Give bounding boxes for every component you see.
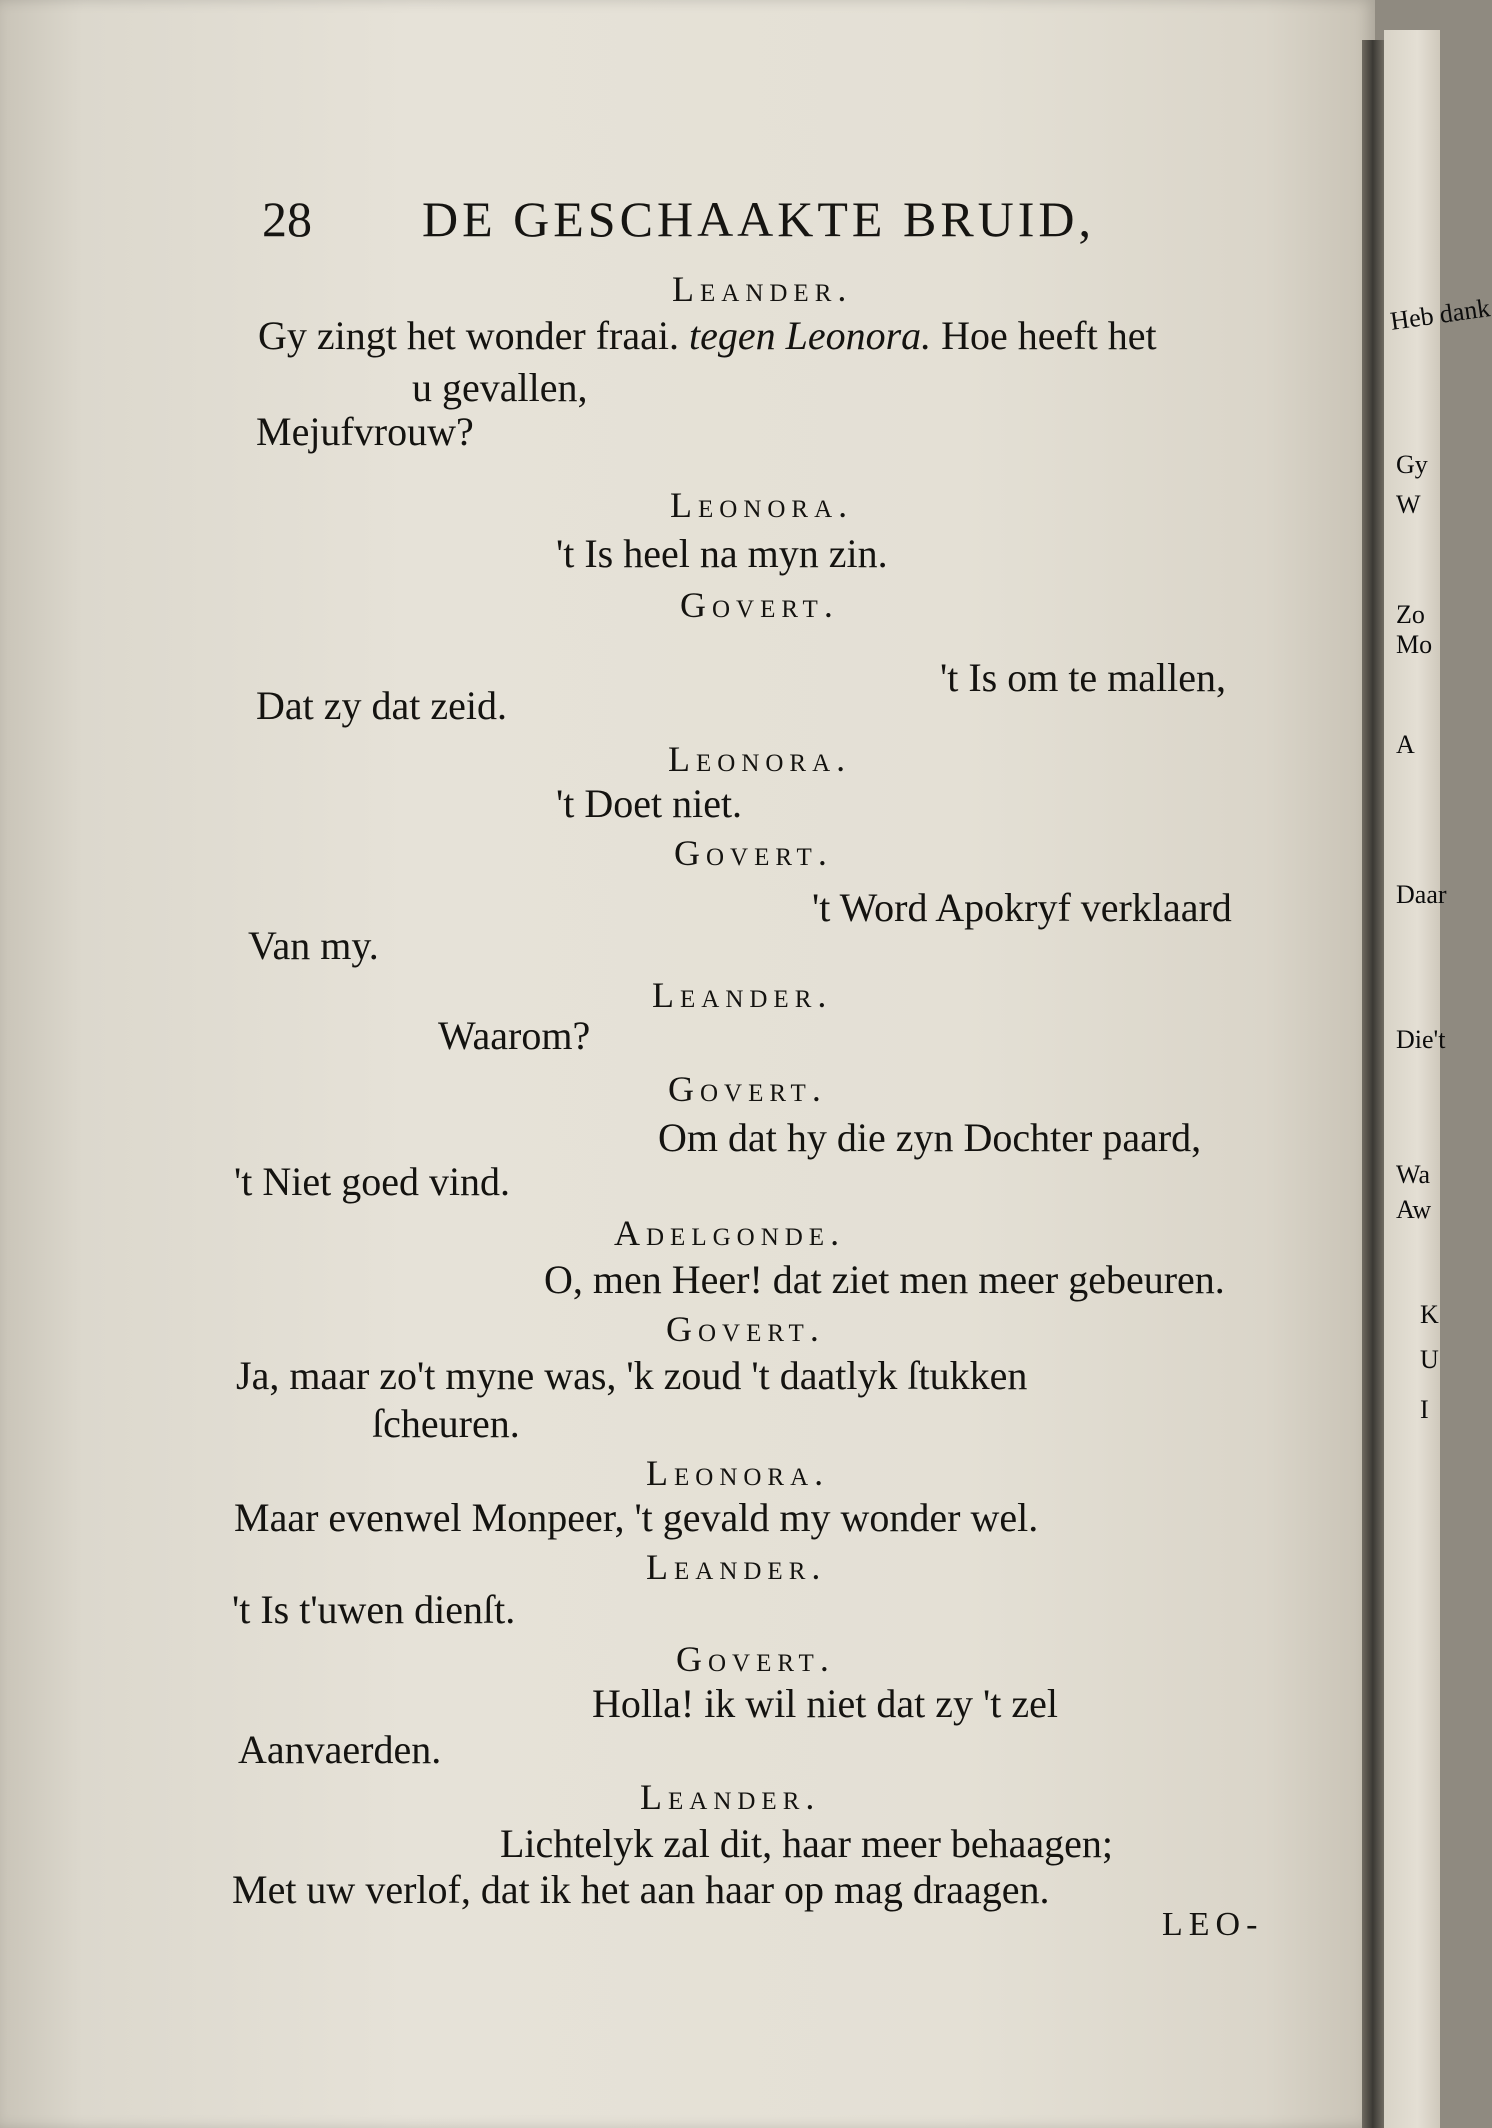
verse-line: Van my. (248, 923, 379, 968)
facing-fragment: A (1396, 730, 1415, 759)
running-header (262, 190, 1182, 250)
verse-line: Gy zingt het wonder fraai. tegen Leonora. Hoe heeft het (258, 313, 1157, 358)
facing-fragment: I (1420, 1395, 1429, 1424)
speaker-name: Leander. (646, 1547, 827, 1587)
running-head-title: DE GESCHAAKTE BRUID, (422, 191, 1096, 247)
speaker-name: Govert. (668, 1069, 827, 1109)
stage-direction: tegen Leonora. (688, 313, 932, 358)
speaker-name: Govert. (680, 585, 839, 625)
verse-line: Met uw verlof, dat ik het aan haar op mag draagen. (232, 1867, 1050, 1912)
speaker-name: Govert. (676, 1639, 835, 1679)
verse-line: Dat zy dat zeid. (256, 683, 507, 728)
verse-line: Holla! ik wil niet dat zy 't zel (592, 1681, 1058, 1726)
verse-line: 't Niet goed vind. (234, 1159, 511, 1204)
speaker-name: Leonora. (670, 485, 854, 525)
verse-line: Om dat hy die zyn Dochter paard, (658, 1115, 1202, 1160)
verse-line: Maar evenwel Monpeer, 't gevald my wonder wel. (234, 1495, 1039, 1540)
verse-line: Waarom? (438, 1013, 591, 1058)
verse-line: Mejufvrouw? (256, 409, 474, 454)
facing-fragment: K (1420, 1300, 1439, 1329)
facing-fragment: W (1396, 490, 1421, 519)
verse-line: Ja, maar zo't myne was, 'k zoud 't daatlyk ſtukken (236, 1353, 1028, 1398)
speaker-name: Leander. (672, 269, 853, 309)
speaker-name: Govert. (666, 1309, 825, 1349)
verse-line: Lichtelyk zal dit, haar meer behaagen; (500, 1821, 1114, 1866)
verse-line: 't Doet niet. (556, 781, 743, 826)
catchword: LEO- (1162, 1906, 1264, 1943)
speaker-name: Adelgonde. (614, 1213, 846, 1253)
speaker-name: Leander. (652, 975, 833, 1015)
facing-fragment: Gy (1396, 450, 1428, 479)
verse-line: ſcheuren. (372, 1401, 520, 1446)
facing-page-edge (1384, 30, 1440, 2128)
facing-fragment: Daar (1396, 880, 1447, 909)
facing-fragment: U (1420, 1345, 1439, 1374)
facing-fragment: Aw (1396, 1195, 1432, 1224)
verse-line: 't Is om te mallen, (940, 655, 1227, 700)
verse-line: u gevallen, (412, 365, 588, 410)
book-gutter (1362, 40, 1386, 2128)
facing-fragment: Mo (1396, 630, 1433, 659)
speaker-name: Leonora. (646, 1453, 830, 1493)
verse-line: 't Is t'uwen dienſt. (232, 1587, 516, 1632)
facing-fragment: Die't (1396, 1025, 1446, 1054)
verse-line: 't Is heel na myn zin. (556, 531, 888, 576)
facing-fragment: Wa (1396, 1160, 1430, 1189)
facing-fragment: Zo (1396, 600, 1425, 629)
verse-line: 't Word Apokryf verklaard (812, 885, 1232, 930)
verse-line: Aanvaerden. (238, 1727, 442, 1772)
speaker-name: Leander. (640, 1777, 821, 1817)
speaker-name: Govert. (674, 833, 833, 873)
page-number: 28 (262, 191, 312, 247)
facing-fragment: Heb dank (1388, 293, 1492, 336)
verse-line: O, men Heer! dat ziet men meer gebeuren. (544, 1257, 1225, 1302)
speaker-name: Leonora. (668, 739, 852, 779)
